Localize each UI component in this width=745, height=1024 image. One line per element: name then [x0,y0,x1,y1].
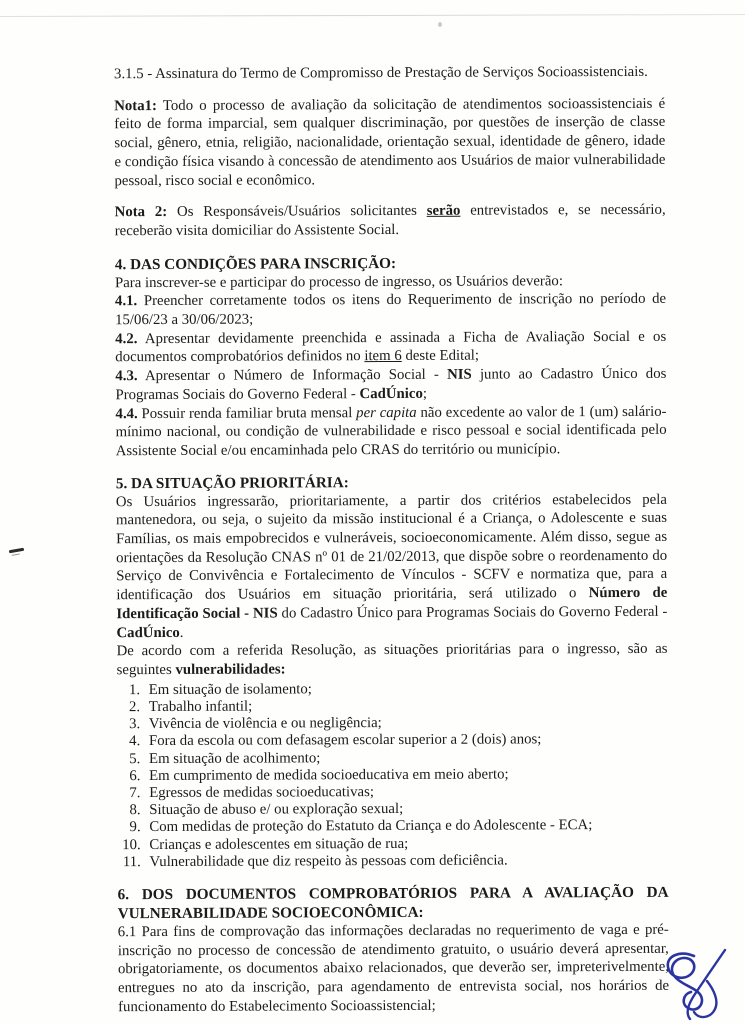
signature-stroke-loop [668,954,702,1010]
section-5-p1-text-post: . [179,624,184,641]
list-item: 10. Crianças e adolescentes em situação de rua; [144,834,668,853]
note-2-emphasis: serão [426,202,461,220]
clause-4-2-text-pre: Apresentar devidamente preenchida e assinada a Ficha de Avaliação Social e os documentos comprobatórios definidos no [115,328,667,366]
signature-mark [650,948,730,1024]
clause-6-1: 6.1 Para fins de comprovação das informações declaradas no requerimento de vaga e pré-inscrição no processo de concessão de atendimento gratuito, o usuário deverá apresentar, obrigatoriamente, os documentos abaixo relacionados, que deverão ser, impreterivelmente, entregues no ato da inscrição, para agendamento de entrevista social, nos horários de funcionamento do Estabelecimento Socioassistencial; [117,921,670,1015]
clause-4-1 [115,290,666,330]
section-5-cadunico-term: CadÚnico [116,624,180,641]
clause-4-3-nis-term: NIS [447,366,472,383]
clause-4-4-per-capita-term: per capita [356,404,417,421]
clause-4-3 [115,365,666,405]
note-1-label: Nota1: [114,97,157,114]
list-item: 7. Egressos de medidas socioeducativas; [144,783,668,802]
note-1-text: Todo o processo de avaliação da solicitação de atendimentos socioassistenciais é feito de forma imparcial, sem qualquer discriminação, por questões de inserção de classe social, gênero, etnia, religião, nacionalidade, orientação sexual, identidade de gênero, idade e condição física visando à concessão de atendimento aos Usuários de maior vulnerabilidade pessoal, risco social e econômico. [114,95,666,189]
list-item: 5. Em situação de acolhimento; [144,748,668,767]
list-item: 11. Vulnerabilidade que diz respeito às pessoas com deficiência. [144,852,668,871]
note-2-text-post: entrevistados e, se necessário, receberão visita domiciliar do Assistente Social. [114,202,666,240]
clause-4-2 [115,328,666,368]
note-2-label: Nota 2: [114,204,168,221]
section-5-p2-text: De acordo com a referida Resolução, as situações prioritárias para o ingresso, são as seguintes [116,641,668,679]
list-item: 9. Com medidas de proteção do Estatuto da Criança e do Adolescente - ECA; [144,817,668,836]
clause-4-4-text-pre: Possuir renda familiar bruta mensal [137,404,357,422]
scan-artifact-line [0,14,745,17]
clause-4-1-text: Preencher corretamente todos os itens do Requerimento de inscrição no período de 15/06/23 a 30/06/2023; [115,291,667,329]
clause-4-3-text-mid: junto ao Cadastro Único dos Programas Sociais do Governo Federal - [115,365,667,404]
note-2-paragraph [115,201,666,241]
section-5-paragraph-1 [116,490,668,642]
list-item: 1. Em situação de isolamento; [144,679,668,698]
note-2-text-pre: Os Responsáveis/Usuários solicitantes [167,203,427,221]
note-1-paragraph [114,95,665,191]
clause-4-2-number: 4.2. [115,330,138,347]
clause-4-3-cadunico-term: CadÚnico [359,385,423,402]
clause-4-2-text-post: deste Edital; [401,348,480,365]
clause-4-3-text-post: ; [422,385,428,402]
section-6-heading: 6. DOS DOCUMENTOS COMPROBATÓRIOS PARA A AVALIAÇÃO DA VULNERABILIDADE SOCIOECONÔMICA: [117,883,669,923]
section-5-nis-term: Número de Identificação Social - NIS [116,584,668,623]
scan-artifact-dot [438,22,442,27]
section-5-heading: 5. DA SITUAÇÃO PRIORITÁRIA: [115,473,349,492]
section-5-p1-text-mid: do Cadastro Único para Programas Sociais do Governo Federal - [277,603,668,622]
list-item: 4. Fora da escola ou com defasagem escolar superior a 2 (dois) anos; [144,731,668,750]
clause-4-4-number: 4.4. [115,405,138,422]
section-5-p1-text-pre: Os Usuários ingressarão, prioritariamente, a partir dos critérios estabelecidos pela mantenedora, ou seja, o sujeito da missão institucional é a Criança, o Adolescente e suas Famílias, os mais empobrecidos e vulneráveis, socioeconomicamente. Além disso, segue as orientações da Resolução CNAS nº 01 de 21/02/2013, que dispõe sobre o reordenamento do Serviço de Convivência e Fortalecimento de Vínculos - SCFV e normatiza que, para a identificação dos Usuários em situação prioritária, será utilizado o [115,491,668,604]
section-5-vulnerabilities-term: vulnerabilidades: [175,661,286,678]
document-content [114,63,669,1017]
clause-4-2-item-6-reference: item 6 [364,348,402,365]
clause-4-1-number: 4.1. [114,293,138,310]
section-4-intro: Para inscrever-se e participar do processo de ingresso, os Usuários deverão: [114,272,563,291]
clause-4-4 [115,402,666,461]
priority-situations-list [117,679,669,871]
section-5-paragraph-2 [117,640,668,680]
clause-3-1-5 [114,63,665,84]
clause-3-1-5-text: 3.1.5 - Assinatura do Termo de Compromisso de Prestação de Serviços Socioassistenciais. [114,63,648,83]
signature-stroke-hook [694,981,716,1017]
list-item: 2. Trabalho infantil; [144,697,668,716]
section-4-heading: 4. DAS CONDIÇÕES PARA INSCRIÇÃO: [114,254,397,273]
clause-4-4-text-post: não excedente ao valor de 1 (um) salário-mínimo nacional, ou condição de vulnerabilidade e risco pessoal e social identificada pelo Assistente Social e/ou encaminhada pelo CRAS do território ou município. [115,403,667,460]
list-item: 8. Situação de abuso e/ ou exploração sexual; [144,800,668,819]
handwritten-tick-mark [9,548,24,554]
clause-4-3-text-pre: Apresentar o Número de Informação Social - [137,366,448,385]
clause-4-3-number: 4.3. [115,368,138,385]
list-item: 3. Vivência de violência e ou negligência; [144,714,668,733]
signature-icon [650,948,730,1024]
list-item: 6. Em cumprimento de medida socioeducativa em meio aberto; [144,765,668,784]
